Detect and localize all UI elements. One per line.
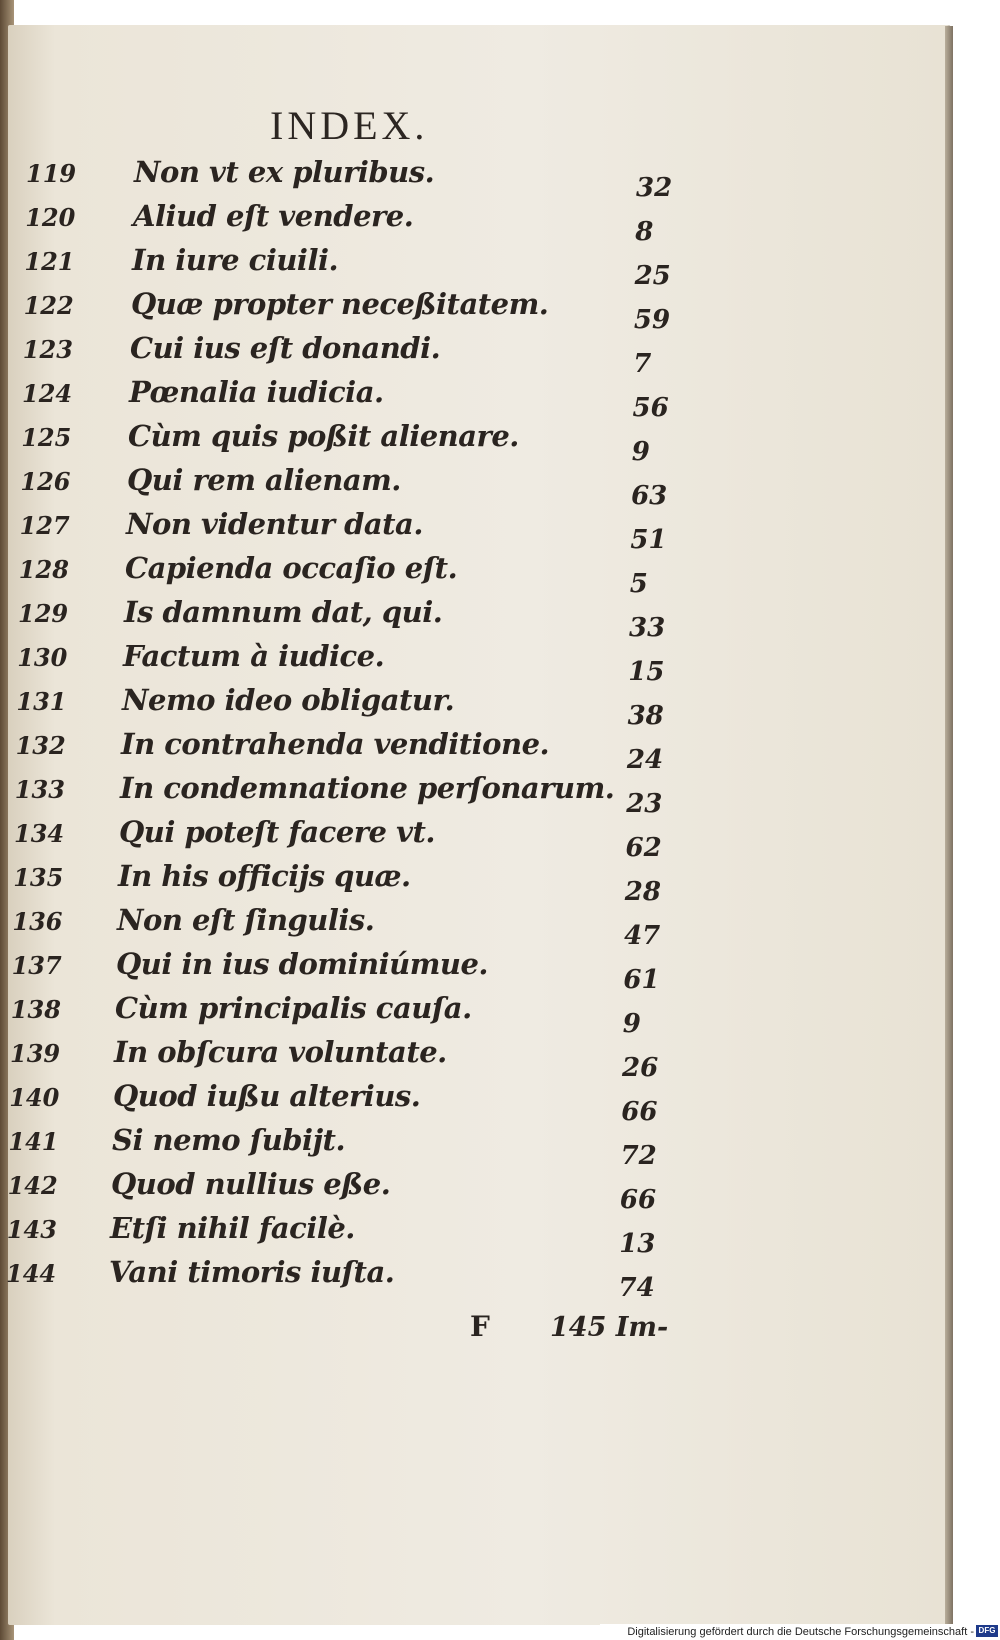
entry-page: 66 <box>619 1185 657 1215</box>
entry-number: 141 <box>8 1127 59 1156</box>
entry-number: 124 <box>22 379 73 408</box>
entry-title: In his officijs quæ. <box>118 859 411 893</box>
entry-page: 15 <box>628 657 665 687</box>
entry-number: 126 <box>20 467 71 496</box>
entry-title: Cùm principalis cauſa. <box>115 991 472 1025</box>
entry-number: 128 <box>18 555 69 584</box>
entry-number: 140 <box>9 1083 60 1112</box>
entry-page: 25 <box>634 261 671 291</box>
entry-page: 33 <box>629 613 666 643</box>
entry-number: 138 <box>10 995 61 1024</box>
entry-number: 123 <box>22 335 73 364</box>
entry-title: Qui in ius dominiúmue. <box>116 947 489 981</box>
entry-number: 132 <box>15 731 66 760</box>
entry-page: 47 <box>624 921 661 951</box>
entry-title: Quod nullius eße. <box>111 1167 391 1201</box>
entry-title: Non videntur data. <box>126 507 423 541</box>
entry-page: 38 <box>627 701 664 731</box>
entry-page: 9 <box>631 437 650 467</box>
entry-title: Quod iußu alterius. <box>113 1079 421 1113</box>
entry-title: Factum à iudice. <box>123 639 385 673</box>
entry-title: In condemnatione perſonarum. <box>120 771 615 805</box>
page-edge <box>945 26 953 1624</box>
entry-page: 26 <box>622 1053 659 1083</box>
entry-title: Pœnalia iudicia. <box>129 375 384 409</box>
entry-page: 66 <box>621 1097 658 1127</box>
entry-number: 136 <box>12 907 63 936</box>
entry-title: Etſi nihil facilè. <box>110 1211 355 1245</box>
entry-title: Is damnum dat, qui. <box>124 595 443 629</box>
entry-title: Non eſt ſingulis. <box>117 903 375 937</box>
entry-number: 134 <box>14 819 65 848</box>
entry-page: 61 <box>623 965 660 995</box>
entry-title: Qui rem alienam. <box>127 463 401 497</box>
entry-title: Capienda occaſio eſt. <box>125 551 458 585</box>
entry-title: In contrahenda venditione. <box>121 727 550 761</box>
signature-mark: F <box>470 1310 490 1343</box>
entry-page: 74 <box>618 1273 655 1303</box>
entry-page: 24 <box>626 745 664 775</box>
entry-number: 122 <box>23 291 74 320</box>
entry-page: 9 <box>622 1009 641 1039</box>
entry-title: In iure ciuili. <box>132 243 339 277</box>
dfg-logo: DFG <box>976 1625 998 1637</box>
entry-title: Cui ius eſt donandi. <box>130 331 441 365</box>
entry-title: Non vt ex pluribus. <box>134 155 435 189</box>
entry-page: 62 <box>625 833 662 863</box>
entry-page: 51 <box>630 525 667 555</box>
entry-number: 142 <box>7 1171 58 1200</box>
entry-number: 120 <box>25 203 76 232</box>
entry-number: 130 <box>17 643 68 672</box>
entry-page: 13 <box>619 1229 656 1259</box>
entry-page: 63 <box>631 481 668 511</box>
entry-page: 8 <box>635 217 654 247</box>
entry-title: In obſcura voluntate. <box>114 1035 447 1069</box>
entry-title: Qui poteſt facere vt. <box>119 815 435 849</box>
entry-page: 7 <box>633 349 652 379</box>
entry-number: 143 <box>6 1215 57 1244</box>
entry-title: Aliud eſt vendere. <box>133 199 414 233</box>
entry-page: 56 <box>632 393 669 423</box>
entry-number: 139 <box>10 1039 61 1068</box>
entry-page: 5 <box>629 569 648 599</box>
entry-title: Quæ propter neceßitatem. <box>131 287 549 321</box>
entry-title: Cùm quis poßit alienare. <box>128 419 519 453</box>
entry-page: 72 <box>620 1141 657 1171</box>
entry-number: 137 <box>11 951 62 980</box>
entry-number: 133 <box>14 775 65 804</box>
entry-number: 144 <box>6 1259 57 1288</box>
entry-number: 125 <box>21 423 72 452</box>
entry-title: Si nemo ſubijt. <box>112 1123 346 1157</box>
entry-number: 119 <box>26 159 77 188</box>
entry-number: 121 <box>24 247 75 276</box>
entry-title: Nemo ideo obligatur. <box>122 683 455 717</box>
entry-number: 131 <box>16 687 67 716</box>
catchword: 145 Im- <box>550 1312 669 1343</box>
page-header: INDEX. <box>270 103 429 148</box>
entry-title: Vani timoris iuſta. <box>109 1255 395 1289</box>
entry-number: 127 <box>19 511 70 540</box>
entry-page: 23 <box>626 789 663 819</box>
entry-page: 32 <box>636 173 673 203</box>
entry-number: 135 <box>13 863 64 892</box>
entry-page: 59 <box>633 305 671 335</box>
entry-number: 129 <box>18 599 69 628</box>
entry-page: 28 <box>624 877 661 907</box>
footer-credit: Digitalisierung gefördert durch die Deutsche Forschungsgemeinschaft - <box>627 1626 974 1638</box>
